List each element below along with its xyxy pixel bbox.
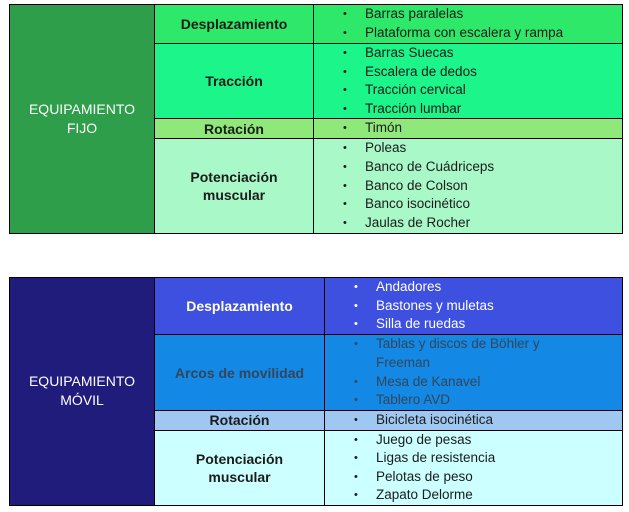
item-text: Tablas y discos de Böhler y Freeman — [376, 336, 540, 370]
category-potenciacion-muscular — [155, 138, 314, 233]
category-potenciacion-muscular — [155, 430, 325, 505]
list-item — [354, 486, 622, 505]
category-label-line: Arcos de movilidad — [174, 364, 305, 381]
item-text: Tracción cervical — [365, 82, 466, 98]
list-item — [354, 335, 622, 372]
list-item — [343, 24, 622, 43]
list-item — [343, 100, 622, 119]
list-item — [354, 431, 622, 450]
bullet-icon: • — [343, 8, 347, 21]
item-text: Tracción lumbar — [365, 100, 462, 116]
equipamiento-fijo-title-line-1: EQUIPAMIENTO — [28, 100, 136, 117]
item-text: Mesa de Kanavel — [376, 373, 481, 389]
bullet-icon: • — [354, 414, 358, 426]
item-text: Bastones y muletas — [376, 297, 494, 313]
item-text: Jaulas de Rocher — [365, 214, 471, 230]
item-text: Andadores — [376, 279, 442, 295]
bullet-icon: • — [354, 394, 358, 407]
list-item — [354, 468, 622, 487]
category-rotacion — [155, 119, 314, 139]
items-traccion — [314, 44, 623, 119]
category-label-line: Rotación — [204, 120, 264, 137]
list-item — [354, 315, 622, 334]
list-item — [343, 5, 622, 24]
items-arcos-de-movilidad — [325, 335, 623, 411]
bullet-icon: • — [354, 470, 358, 483]
bullet-icon: • — [343, 47, 347, 59]
item-text: Poleas — [365, 140, 407, 156]
items-rotacion — [314, 119, 623, 139]
list-item — [343, 44, 622, 63]
list-item — [343, 195, 622, 214]
list-item — [343, 63, 622, 82]
item-text: Barras Suecas — [365, 45, 454, 60]
bullet-icon: • — [343, 216, 347, 229]
equipamiento-movil-title-line-1: EQUIPAMIENTO — [28, 373, 136, 390]
list-item — [354, 449, 622, 468]
list-item — [354, 373, 622, 392]
list-item — [343, 177, 622, 196]
item-text: Juego de pesas — [376, 431, 472, 447]
items-rotacion — [325, 411, 623, 431]
item-text: Banco de Cuádriceps — [365, 159, 495, 175]
items-potenciacion-muscular — [314, 138, 623, 233]
category-arcos-de-movilidad — [155, 335, 325, 411]
category-label-line: Potenciación — [195, 450, 284, 467]
list-item — [343, 139, 622, 158]
item-text: Plataforma con escalera y rampa — [365, 25, 564, 40]
item-text: Barras paralelas — [365, 6, 464, 22]
category-label-line: muscular — [202, 186, 266, 203]
bullet-icon: • — [354, 299, 358, 312]
equipamiento-movil-header — [10, 278, 155, 506]
category-label-line: muscular — [208, 468, 271, 485]
list-item — [343, 214, 622, 233]
bullet-icon: • — [343, 142, 347, 155]
category-rotacion — [155, 411, 325, 431]
list-item — [343, 81, 622, 100]
category-desplazamiento — [155, 278, 325, 335]
bullet-icon: • — [354, 375, 358, 388]
list-item — [354, 411, 622, 430]
item-text: Zapato Delorme — [376, 487, 473, 503]
category-label-line: Tracción — [205, 73, 263, 90]
list-item — [343, 119, 622, 138]
category-label-line: Desplazamiento — [180, 16, 288, 32]
item-text: Silla de ruedas — [376, 316, 466, 332]
bullet-icon: • — [343, 198, 347, 211]
bullet-icon: • — [343, 122, 347, 135]
equipamiento-fijo-header — [10, 5, 155, 234]
list-item — [343, 158, 622, 177]
list-item — [354, 278, 622, 297]
equipamiento-fijo-table — [9, 4, 623, 234]
bullet-icon: • — [343, 84, 347, 97]
item-text: Ligas de resistencia — [376, 450, 496, 466]
item-text: Banco isocinético — [365, 196, 471, 212]
item-text: Escalera de dedos — [365, 63, 477, 79]
category-traccion — [155, 44, 314, 119]
item-text: Pelotas de peso — [376, 468, 473, 484]
bullet-icon: • — [354, 338, 358, 351]
items-desplazamiento — [314, 5, 623, 44]
equipamiento-fijo-title-line-2: FIJO — [66, 119, 98, 136]
bullet-icon: • — [354, 452, 358, 465]
bullet-icon: • — [343, 102, 347, 115]
bullet-icon: • — [343, 65, 347, 78]
bullet-icon: • — [343, 27, 347, 39]
category-label-line: Desplazamiento — [186, 298, 293, 314]
items-desplazamiento — [325, 278, 623, 335]
list-item — [354, 391, 622, 410]
bullet-icon: • — [343, 179, 347, 192]
category-label-line: Rotación — [209, 412, 270, 429]
item-text: Timón — [365, 120, 403, 136]
equipamiento-movil-title-line-2: MÓVIL — [60, 392, 104, 409]
list-item — [354, 297, 622, 316]
bullet-icon: • — [343, 161, 347, 174]
bullet-icon: • — [354, 318, 358, 331]
equipamiento-movil-table — [9, 277, 623, 506]
bullet-icon: • — [354, 281, 358, 294]
items-potenciacion-muscular — [325, 430, 623, 505]
bullet-icon: • — [354, 489, 358, 502]
category-label-line: Potenciación — [190, 168, 278, 185]
category-desplazamiento — [155, 5, 314, 44]
item-text: Bicicleta isocinética — [376, 412, 494, 427]
bullet-icon: • — [354, 433, 358, 446]
item-text: Tablero AVD — [376, 392, 451, 408]
item-text: Banco de Colson — [365, 177, 468, 193]
